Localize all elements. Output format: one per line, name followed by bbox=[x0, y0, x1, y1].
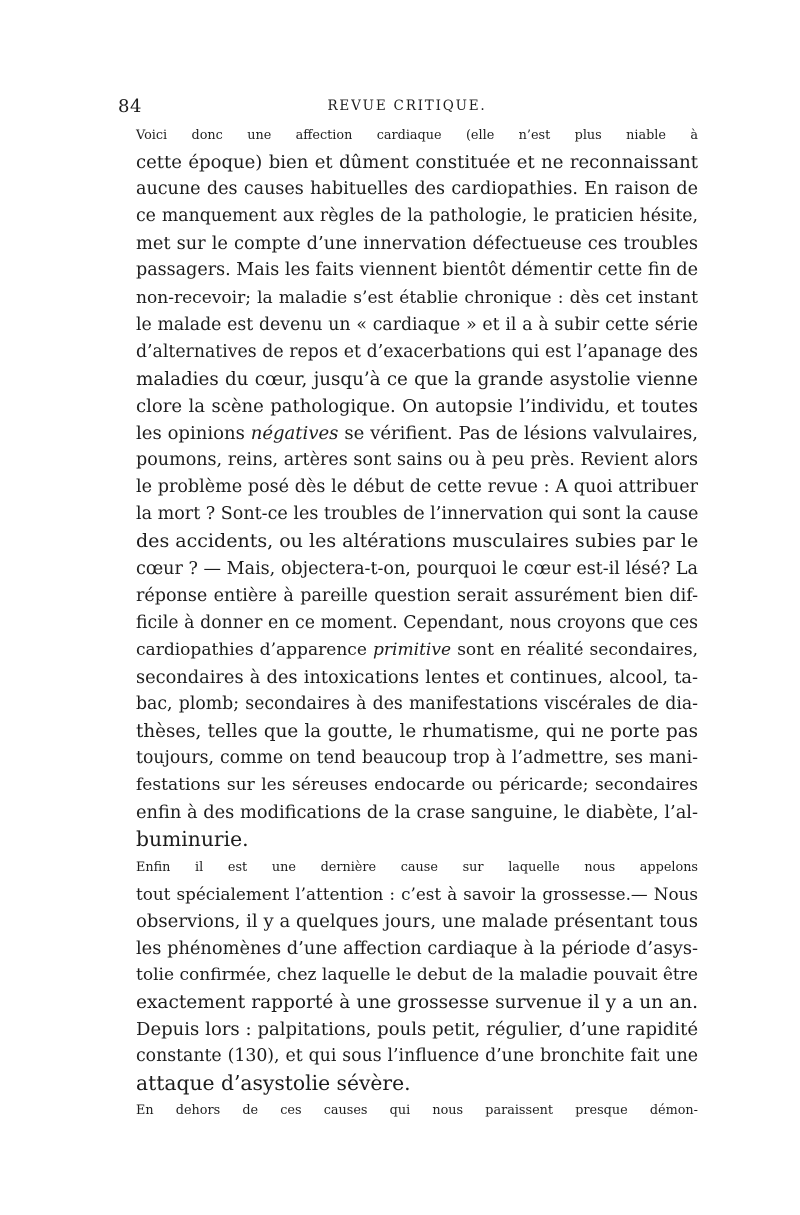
text-line: d’alternatives de repos et d’exacerbations qui est l’apanage des bbox=[136, 341, 698, 362]
text-line: secondaires à des intoxications lentes et continues, alcool, ta- bbox=[136, 666, 698, 688]
text-line: les phénomènes d’une affection cardiaque à la période d’asys- bbox=[136, 937, 698, 959]
body-text bbox=[114, 122, 698, 1124]
page-number: 84 bbox=[118, 96, 142, 117]
text-line: cette époque) bien et dûment constituée et ne reconnaissant bbox=[136, 152, 698, 174]
text-line: des accidents, ou les altérations musculaires subies par le bbox=[136, 530, 699, 553]
text-line: constante (130), et qui sous l’influence d’une bronchite fait une bbox=[136, 1046, 698, 1067]
text-line: clore la scène pathologique. On autopsie l’individu, et toutes bbox=[136, 395, 698, 417]
text-line: bac, plomb; secondaires à des manifestations viscérales de dia- bbox=[136, 693, 698, 714]
paragraph-3 bbox=[114, 1097, 698, 1124]
text-line: ce manquement aux règles de la pathologie, le praticien hésite, bbox=[136, 206, 698, 227]
text-line: met sur le compte d’une innervation défectueuse ces troubles bbox=[136, 233, 698, 255]
text-run: sont en réalité secondaires, bbox=[451, 639, 698, 660]
text-line: la mort ? Sont-ce les troubles de l’innervation qui sont la cause bbox=[136, 504, 699, 525]
text-line: cœur ? — Mais, objectera-t-on, pourquoi le cœur est-il lésé? La bbox=[136, 558, 698, 579]
text-line bbox=[114, 420, 698, 447]
text-line: Depuis lors : palpitations, pouls petit, régulier, d’une rapidité bbox=[136, 1019, 698, 1041]
text-line: ficile à donner en ce moment. Cependant, nous croyons que ces bbox=[136, 612, 698, 633]
text-line: Enfin il est une dernière cause sur laquelle nous appelons bbox=[136, 859, 698, 875]
text-line: tout spécialement l’attention : c’est à savoir la grossesse.— Nous bbox=[136, 883, 698, 904]
text-line: le problème posé dès le début de cette revue : A quoi attribuer bbox=[136, 477, 698, 498]
text-line: non-recevoir; la maladie s’est établie chronique : dès cet instant bbox=[136, 287, 698, 308]
text-line: Voici donc une affection cardiaque (elle n’est plus niable à bbox=[136, 128, 698, 143]
text-line: festations sur les séreuses endocarde ou péricarde; secondaires bbox=[136, 775, 698, 796]
text-line: buminurie. bbox=[136, 827, 249, 852]
text-line: toujours, comme on tend beaucoup trop à l’admettre, ses mani- bbox=[136, 748, 698, 769]
text-line: attaque d’asystolie sévère. bbox=[136, 1071, 411, 1096]
text-line: tolie confirmée, chez laquelle le debut de la maladie pouvait être bbox=[136, 964, 698, 985]
italic-term: primitive bbox=[373, 639, 452, 660]
text-line: exactement rapporté à une grossesse survenue il y a un an. bbox=[136, 992, 698, 1013]
italic-term: négatives bbox=[250, 423, 339, 445]
text-line: passagers. Mais les faits viennent bientôt démentir cette fin de bbox=[136, 260, 698, 281]
text-line: thèses, telles que la goutte, le rhumatisme, qui ne porte pas bbox=[136, 721, 698, 743]
text-line: le malade est devenu un « cardiaque » et il a à subir cette série bbox=[136, 314, 698, 335]
text-line: réponse entière à pareille question serait assurément bien dif- bbox=[136, 585, 698, 606]
text-run: cardiopathies d’apparence bbox=[136, 639, 373, 660]
text-line: enfin à des modifications de la crase sanguine, le diabète, l’al- bbox=[136, 802, 698, 824]
text-line: maladies du cœur, jusqu’à ce que la grande asystolie vienne bbox=[136, 368, 698, 390]
running-title: REVUE CRITIQUE. bbox=[327, 98, 487, 114]
text-line: poumons, reins, artères sont sains ou à peu près. Revient alors bbox=[136, 450, 698, 471]
text-line: aucune des causes habituelles des cardiopathies. En raison de bbox=[136, 179, 698, 200]
text-line bbox=[114, 637, 698, 664]
text-run: les opinions bbox=[136, 423, 251, 445]
page-header bbox=[118, 96, 696, 118]
text-line: En dehors de ces causes qui nous paraissent presque démon- bbox=[136, 1103, 698, 1119]
text-run: se vérifient. Pas de lésions valvulaires, bbox=[338, 423, 698, 445]
text-line: observions, il y a quelques jours, une malade présentant tous bbox=[136, 910, 698, 932]
paragraph-1 bbox=[114, 122, 698, 854]
paragraph-2 bbox=[114, 854, 698, 1098]
